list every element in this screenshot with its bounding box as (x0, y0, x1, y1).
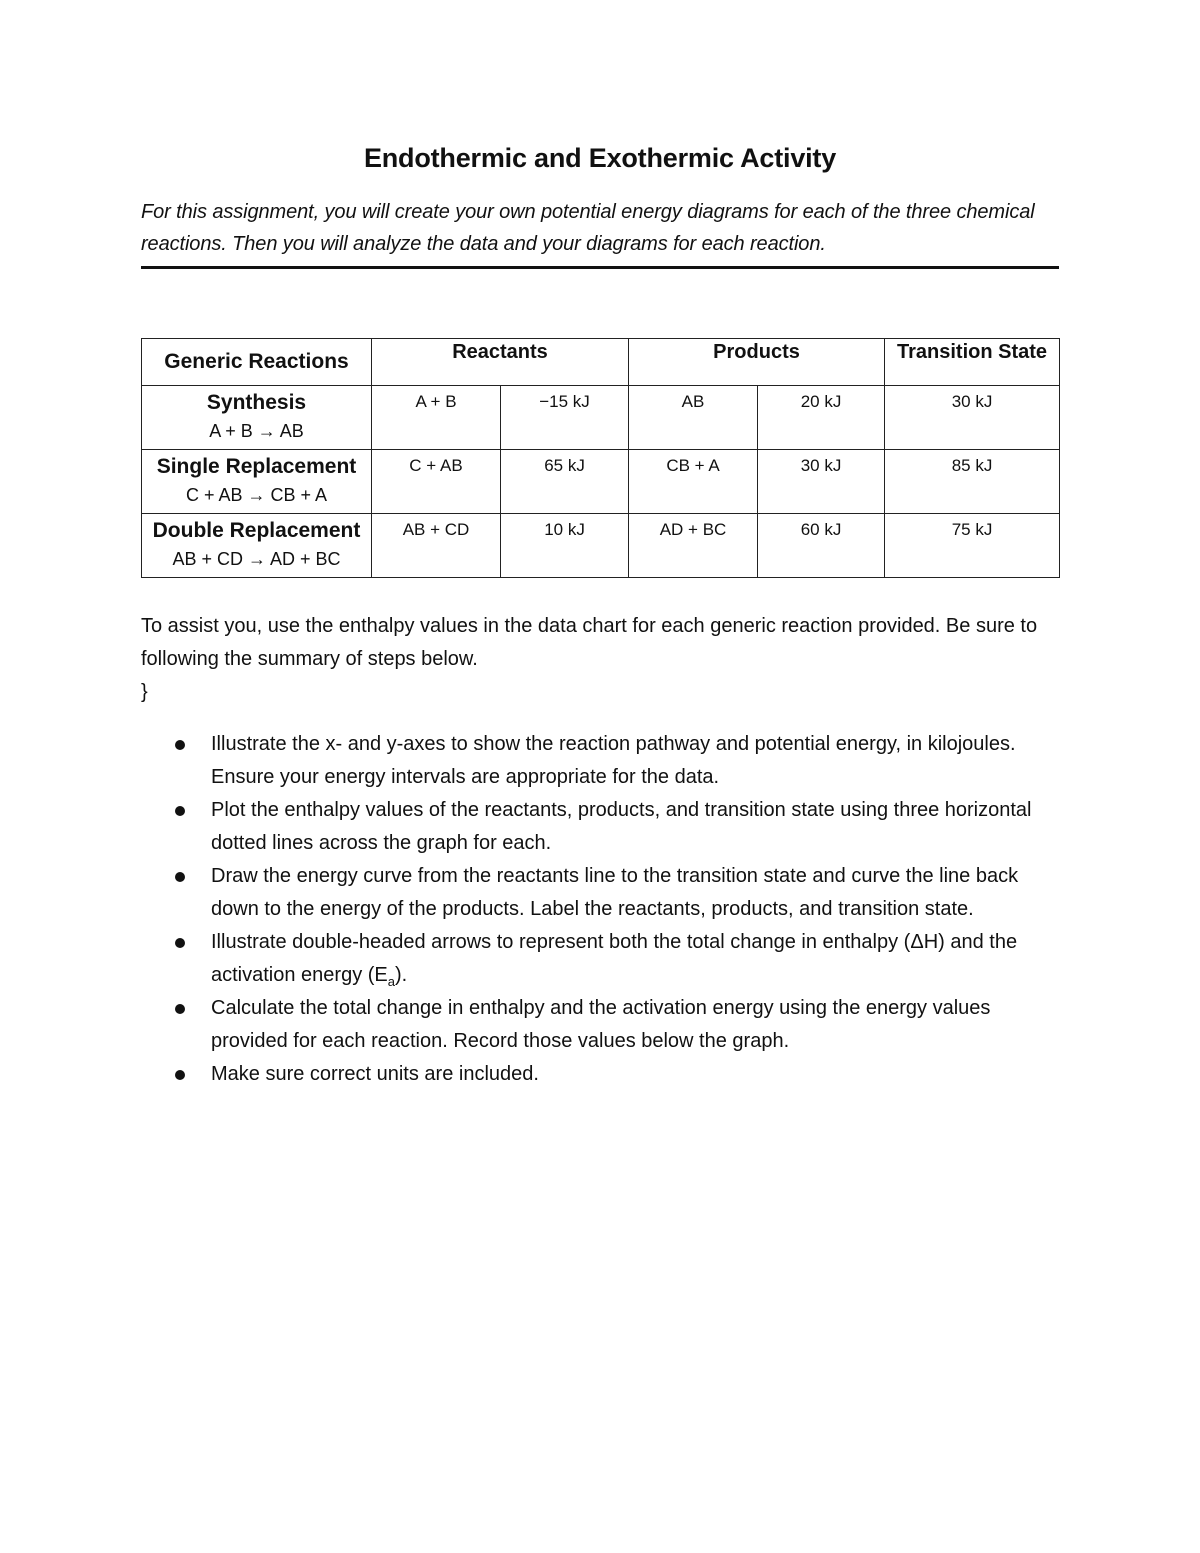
reactants-energy-cell (501, 386, 629, 450)
table-row (142, 514, 1060, 578)
page-title: Endothermic and Exothermic Activity (363, 143, 837, 173)
bullet-icon (175, 1070, 185, 1080)
step-text: Plot the enthalpy values of the reactants, products, and transition state using three horizontal dotted lines across the graph for each. (211, 799, 1032, 854)
reactants-energy-value: 10 kJ (544, 520, 585, 539)
reactants-value: AB + CD (402, 520, 470, 539)
reaction-name: Single Replacement (156, 455, 357, 478)
header-products (629, 339, 885, 386)
reaction-equation: A + B → AB (209, 421, 304, 441)
products-value: CB + A (666, 456, 720, 475)
products-energy-cell (758, 450, 885, 514)
list-item (141, 860, 1059, 926)
assist-paragraph: To assist you, use the enthalpy values in the data chart for each generic reaction provided. Be sure to following the summary of steps below. (141, 615, 1038, 670)
products-energy-cell (758, 514, 885, 578)
products-cell (629, 386, 758, 450)
bullet-icon (175, 1004, 185, 1014)
table-header-row (142, 339, 1060, 386)
intro-paragraph: For this assignment, you will create your own potential energy diagrams for each of the three chemical reactions. Then you will analyze the data and your diagrams for each reaction. (141, 196, 1059, 269)
bullet-icon (175, 740, 185, 750)
table-row (142, 450, 1060, 514)
products-cell (629, 514, 758, 578)
list-item (141, 728, 1059, 794)
step-text: Calculate the total change in enthalpy and the activation energy using the energy values provided for each reaction. Record those values below the graph. (211, 997, 991, 1052)
reactants-cell (372, 450, 501, 514)
header-generic-reactions: Generic Reactions (142, 339, 372, 386)
header-transition-state (885, 339, 1060, 386)
products-energy-value: 30 kJ (800, 456, 842, 475)
products-cell (629, 450, 758, 514)
header-reactants-label: Reactants (452, 341, 548, 363)
reactants-energy-value: −15 kJ (539, 392, 590, 411)
step-text: Make sure correct units are included. (211, 1063, 539, 1085)
step-text: Draw the energy curve from the reactants line to the transition state and curve the line back down to the energy of the products. Label the reactants, products, and transition state. (211, 865, 1019, 920)
products-energy-cell (758, 386, 885, 450)
header-products-label: Products (713, 341, 800, 363)
table-row (142, 386, 1060, 450)
reaction-cell (142, 514, 372, 578)
list-item (141, 1058, 1059, 1091)
step-text: Illustrate double-headed arrows to represent both the total change in enthalpy (ΔH) and the activation energy (E (211, 931, 1018, 986)
header-transition-label: Transition State (897, 341, 1048, 363)
reaction-equation: AB + CD → AD + BC (172, 549, 341, 569)
reactants-value: C + AB (409, 456, 463, 475)
transition-energy-cell (885, 450, 1060, 514)
reaction-cell (142, 450, 372, 514)
header-reactants (372, 339, 629, 386)
reaction-data-table (141, 338, 1060, 578)
reactants-energy-value: 65 kJ (544, 456, 585, 475)
step-text-end: ). (395, 964, 408, 986)
reaction-equation: C + AB → CB + A (185, 485, 328, 505)
transition-energy-value: 75 kJ (951, 520, 993, 539)
transition-energy-cell (885, 386, 1060, 450)
reaction-name: Double Replacement (152, 519, 361, 542)
activation-subscript: a (387, 974, 395, 989)
reaction-name: Synthesis (206, 391, 307, 414)
steps-list (141, 728, 1059, 1091)
products-value: AB (681, 392, 705, 411)
transition-energy-value: 30 kJ (951, 392, 993, 411)
step-text: Illustrate the x- and y-axes to show the reaction pathway and potential energy, in kilojoules. Ensure your energy intervals are appropriate for the data. (211, 733, 1016, 788)
transition-energy-value: 85 kJ (951, 456, 993, 475)
bullet-icon (175, 938, 185, 948)
bullet-icon (175, 872, 185, 882)
list-item (141, 794, 1059, 860)
stray-brace: } (141, 681, 148, 703)
reactants-cell (372, 514, 501, 578)
transition-energy-cell (885, 514, 1060, 578)
list-item (141, 926, 1059, 992)
products-energy-value: 20 kJ (800, 392, 842, 411)
reactants-value: A + B (415, 392, 457, 411)
reaction-cell (142, 386, 372, 450)
reactants-energy-cell (501, 514, 629, 578)
list-item (141, 992, 1059, 1058)
bullet-icon (175, 806, 185, 816)
products-value: AD + BC (659, 520, 727, 539)
products-energy-value: 60 kJ (800, 520, 842, 539)
reactants-energy-cell (501, 450, 629, 514)
reactants-cell (372, 386, 501, 450)
